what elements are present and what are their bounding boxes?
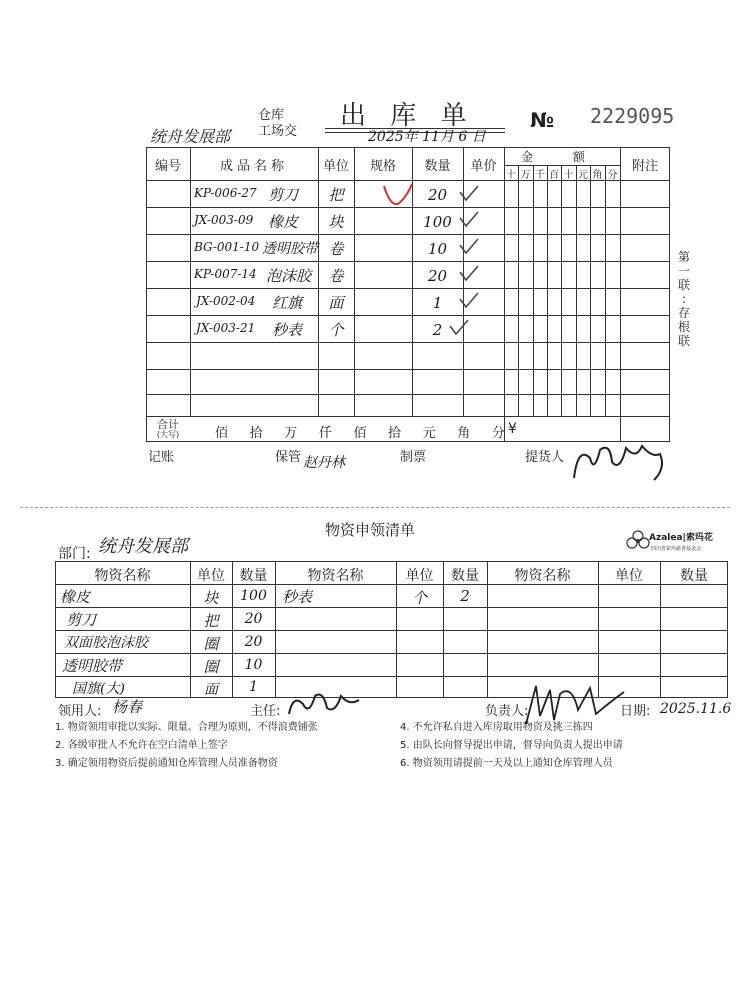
rule-note: 6. 物资领用请提前一天及以上通知仓库管理人员 xyxy=(400,758,613,769)
row-qty: 1 xyxy=(432,294,443,312)
req-col-unit-3: 单位 xyxy=(615,568,643,584)
footer-bookkeeping: 记账 xyxy=(148,450,175,465)
supervisor-label: 主任: xyxy=(250,704,281,719)
amount-unit: 元 xyxy=(578,170,588,181)
copy-note: 第 一 联 : 存 根 联 xyxy=(677,250,690,348)
row-name: 剪刀 xyxy=(268,186,299,204)
recipient-signature: 杨春 xyxy=(112,698,143,716)
req-col-qty-2: 数量 xyxy=(451,568,479,584)
col-price: 单价 xyxy=(470,159,497,174)
req-col-name-3: 物资名称 xyxy=(514,568,571,584)
row-name: 橡皮 xyxy=(268,213,299,231)
req-row-qty: 1 xyxy=(249,679,258,695)
req-row-unit: 圈 xyxy=(203,658,219,676)
dept-value: 统舟发展部 xyxy=(98,536,188,557)
row-qty: 20 xyxy=(427,186,448,204)
req-col-unit: 单位 xyxy=(197,568,225,584)
check-mark xyxy=(460,266,478,280)
req-row-name: 剪刀 xyxy=(66,611,97,629)
perforation xyxy=(20,507,730,508)
supervisor-signature xyxy=(285,688,365,720)
req-row-qty-2: 2 xyxy=(460,587,470,605)
check-mark xyxy=(460,293,478,307)
row-unit: 个 xyxy=(328,321,344,339)
col-spec: 规格 xyxy=(369,159,396,174)
amount-unit: 十 xyxy=(506,170,516,181)
req-col-qty: 数量 xyxy=(239,568,268,584)
requisition-title: 物资申领清单 xyxy=(325,521,416,539)
slip-date: 2025年 11月 6 日 xyxy=(368,129,486,145)
col-remarks: 附注 xyxy=(631,159,658,174)
req-row-unit: 块 xyxy=(203,589,219,607)
req-col-unit-2: 单位 xyxy=(405,568,434,584)
row-name: 红旗 xyxy=(272,294,303,312)
col-product-name: 成品名称 xyxy=(219,159,288,174)
amount-unit: 分 xyxy=(607,170,618,181)
azalea-flower-icon xyxy=(625,528,651,554)
slip-title: 出 库 单 xyxy=(340,101,475,131)
req-row-qty: 20 xyxy=(244,634,263,650)
req-row-qty: 20 xyxy=(244,611,263,627)
total-label: 合计 xyxy=(157,418,179,431)
rule-note: 3. 确定领用物资后提前通知仓库管理人员准备物资 xyxy=(55,758,278,769)
req-row-unit-2: 个 xyxy=(411,589,427,607)
row-code: JX-003-09 xyxy=(194,213,254,227)
check-mark xyxy=(450,320,468,334)
amount-unit: 万 xyxy=(520,170,531,181)
logo-name: Azalea|索玛花 xyxy=(649,533,713,543)
col-amount: 金 额 xyxy=(521,150,603,164)
dept-label: 部门: xyxy=(58,546,91,562)
amount-unit: 十 xyxy=(563,170,574,181)
recipient-label: 领用人: xyxy=(58,704,102,719)
footer-ticketing: 制票 xyxy=(400,450,427,465)
row-code: KP-007-14 xyxy=(194,267,257,281)
check-marks xyxy=(380,180,480,340)
req-row-unit: 圈 xyxy=(203,635,219,653)
req-row-name: 国旗(大) xyxy=(72,681,125,697)
req-row-name: 透明胶带 xyxy=(62,657,123,675)
req-row-qty: 10 xyxy=(244,657,263,673)
check-mark xyxy=(460,186,478,200)
receiver-signature xyxy=(570,438,670,484)
header-label-factory: 工场交 xyxy=(258,124,298,139)
rule-note: 5. 由队长向督导提出申请，督导向负责人提出申请 xyxy=(400,740,623,751)
row-qty: 2 xyxy=(432,321,443,339)
row-code: KP-006-27 xyxy=(194,186,257,200)
check-mark xyxy=(460,212,478,226)
date-label: 日期: xyxy=(620,704,651,719)
row-name: 秒表 xyxy=(272,321,303,339)
req-col-name: 物资名称 xyxy=(94,568,151,584)
check-mark xyxy=(460,239,478,253)
rule-note: 2. 各级审批人不允许在空白清单上签字 xyxy=(55,740,228,751)
req-row-name: 橡皮 xyxy=(60,588,91,606)
req-row-name: 双面胶泡沫胶 xyxy=(64,635,148,651)
req-row-unit: 把 xyxy=(203,612,219,630)
req-col-qty-3: 数量 xyxy=(680,568,708,584)
footer-keeper-signature: 赵丹林 xyxy=(303,455,345,471)
row-qty: 100 xyxy=(423,213,452,231)
req-row-name-2: 秒表 xyxy=(282,588,313,606)
row-unit: 卷 xyxy=(328,267,344,285)
row-qty: 20 xyxy=(427,267,448,285)
row-code: BG-001-10 xyxy=(194,240,260,254)
total-sub: (大写) xyxy=(156,430,180,439)
col-qty: 数量 xyxy=(424,159,451,174)
amount-unit: 角 xyxy=(592,170,603,181)
rule-note: 1. 物资领用审批以实际、限量、合理为原则，不得浪费铺张 xyxy=(55,722,318,733)
logo-subtitle: 四川省索玛慈善基金会 xyxy=(651,546,702,552)
row-qty: 10 xyxy=(427,240,448,258)
row-code: JX-003-21 xyxy=(196,321,256,335)
req-row-unit: 面 xyxy=(204,682,218,698)
row-code: JX-002-04 xyxy=(196,294,256,308)
red-check-mark xyxy=(384,184,412,204)
rule-note: 4. 不允许私自进入库房取用物资及挑三拣四 xyxy=(400,722,593,733)
row-name: 透明胶带 xyxy=(262,241,318,257)
amount-unit: 千 xyxy=(535,170,545,181)
serial-no-value: 2229095 xyxy=(590,104,675,128)
logo xyxy=(625,526,725,558)
col-code: 编号 xyxy=(154,159,181,174)
serial-no-label: № xyxy=(530,108,555,132)
footer-keeper: 保管 xyxy=(275,450,302,465)
date-value: 2025.11.6 xyxy=(660,701,732,717)
req-row-qty: 100 xyxy=(240,588,267,604)
amount-unit: 百 xyxy=(549,170,559,181)
col-unit: 单位 xyxy=(322,159,349,174)
row-name: 泡沫胶 xyxy=(266,267,312,285)
total-words: 佰 拾 万 仟 佰 拾 元 角 分 xyxy=(215,426,505,441)
req-col-name-2: 物资名称 xyxy=(307,568,364,584)
currency-symbol: ¥ xyxy=(508,421,517,437)
row-unit: 卷 xyxy=(328,240,344,258)
row-unit: 块 xyxy=(328,213,344,231)
row-unit: 把 xyxy=(328,186,344,204)
owner-label: 负责人: xyxy=(485,704,529,719)
header-label-warehouse: 仓库 xyxy=(258,108,285,123)
department-handwritten: 统舟发展部 xyxy=(150,127,231,146)
footer-receiver: 提货人 xyxy=(525,450,565,465)
row-unit: 面 xyxy=(328,294,344,312)
